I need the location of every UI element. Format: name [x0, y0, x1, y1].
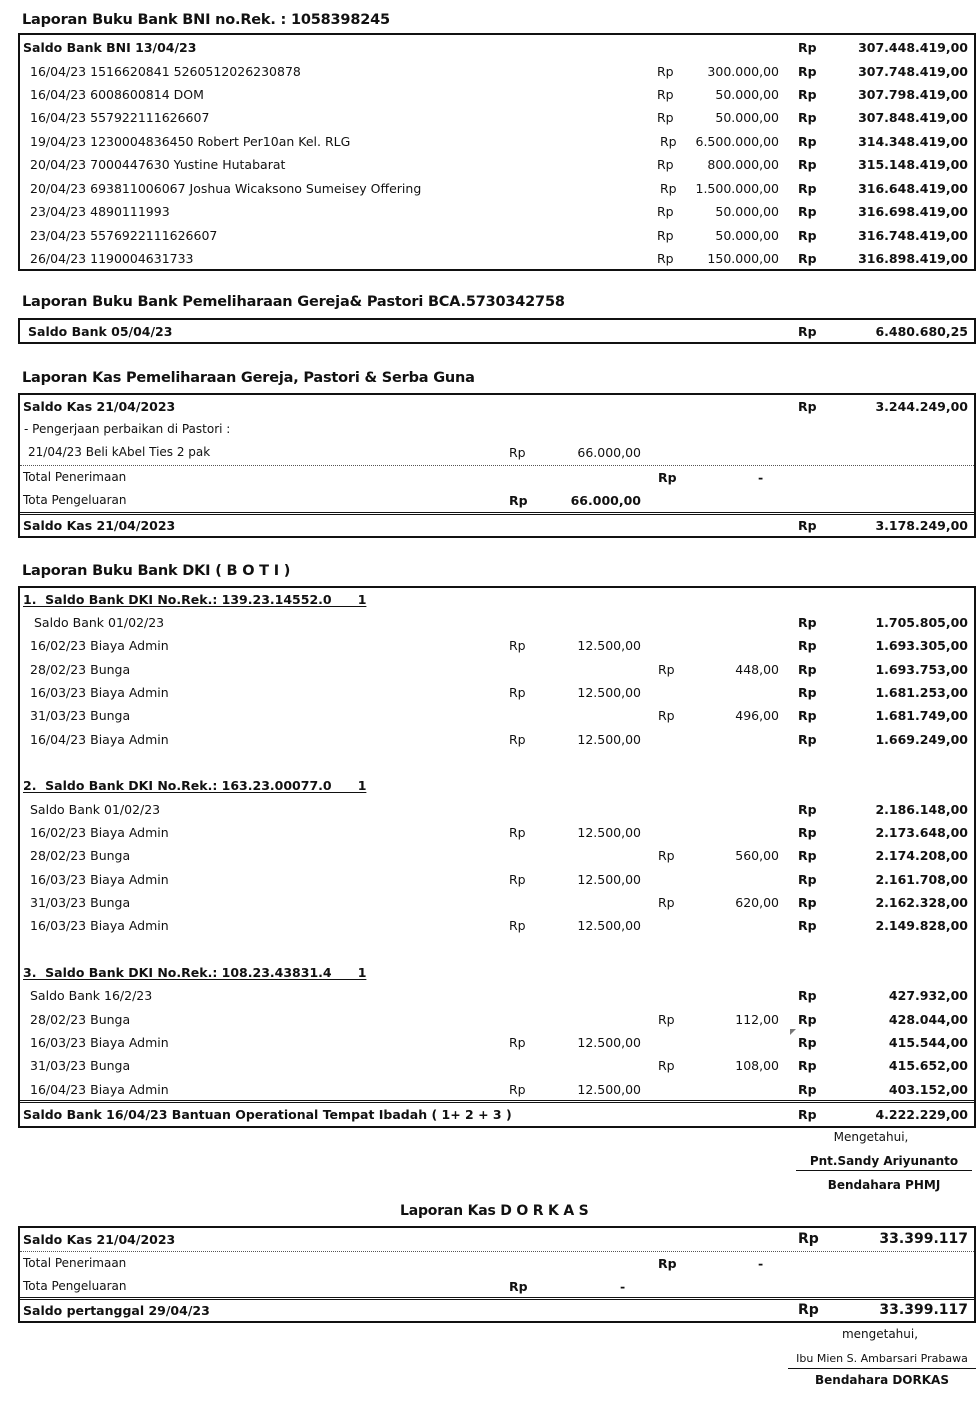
- balance-value: 307.798.419,00: [858, 87, 968, 102]
- balance-value: 2.174.208,00: [875, 848, 968, 863]
- balance-value: 307.848.419,00: [858, 110, 968, 125]
- debit-value: 12.500,00: [577, 918, 641, 933]
- table-row: [20, 200, 974, 223]
- amount-value: 150.000,00: [707, 251, 779, 266]
- currency-label: Rp: [798, 615, 817, 630]
- table-row: [20, 1078, 974, 1101]
- credit-value: 560,00: [735, 848, 779, 863]
- currency-label: Rp: [657, 228, 674, 243]
- bni-opening-row: [20, 36, 974, 59]
- currency-label: Rp: [660, 181, 677, 196]
- currency-label: Rp: [509, 825, 526, 840]
- balance-value: 316.698.419,00: [858, 204, 968, 219]
- currency-label: Rp: [798, 518, 817, 533]
- row-description: 23/04/23 4890111993: [30, 204, 170, 219]
- table-row: [20, 704, 974, 727]
- table-row: [20, 1054, 974, 1077]
- table-row: [20, 914, 974, 937]
- currency-label: Rp: [798, 40, 817, 55]
- debit-value: 12.500,00: [577, 732, 641, 747]
- credit-value: 108,00: [735, 1058, 779, 1073]
- closing-label: Saldo Kas 21/04/2023: [23, 518, 176, 533]
- row-description: 16/04/23 Biaya Admin: [30, 732, 169, 747]
- currency-label: Rp: [798, 110, 817, 125]
- amount-value: 1.500.000,00: [695, 181, 779, 196]
- total-penerimaan-row: [20, 1252, 974, 1275]
- balance-value: 316.648.419,00: [858, 181, 968, 196]
- currency-label: Rp: [658, 708, 675, 723]
- account-header: 1. Saldo Bank DKI No.Rek.: 139.23.14552.0 1: [23, 592, 367, 607]
- table-row: [20, 153, 974, 176]
- table-row: [20, 984, 974, 1007]
- balance-value: 415.652,00: [888, 1058, 968, 1073]
- row-description: 28/02/23 Bunga: [30, 662, 131, 677]
- total-pengeluaran-row: [20, 1275, 974, 1298]
- row-description: 23/04/23 5576922111626607: [30, 228, 218, 243]
- balance-value: 1.693.753,00: [875, 662, 968, 677]
- total-label: Total Penerimaan: [23, 1256, 127, 1270]
- currency-label: Rp: [509, 732, 526, 747]
- currency-label: Rp: [657, 251, 674, 266]
- debit-value: 12.500,00: [577, 1082, 641, 1097]
- currency-label: Rp: [798, 134, 817, 149]
- dki-closing-row: [20, 1103, 974, 1126]
- row-description: 20/04/23 693811006067 Joshua Wicaksono Sumeisey Offering: [30, 181, 422, 196]
- balance-value: 314.348.419,00: [858, 134, 968, 149]
- row-description: 19/04/23 1230004836450 Robert Per10an Kel. RLG: [30, 134, 351, 149]
- currency-label: Rp: [509, 1035, 526, 1050]
- phmj-signatory-role: Bendahara PHMJ: [827, 1178, 941, 1192]
- debit-value: 12.500,00: [577, 825, 641, 840]
- row-description: 20/04/23 7000447630 Yustine Hutabarat: [30, 157, 286, 172]
- balance-value: 2.186.148,00: [875, 802, 968, 817]
- currency-label: Rp: [509, 493, 528, 508]
- balance-value: 33.399.117: [879, 1231, 968, 1247]
- table-row: [20, 130, 974, 153]
- currency-label: Rp: [657, 64, 674, 79]
- row-description: 21/04/23 Beli kAbel Ties 2 pak: [28, 445, 211, 459]
- balance-value: 3.178.249,00: [875, 518, 968, 533]
- table-row: [20, 728, 974, 751]
- row-description: 16/03/23 Biaya Admin: [30, 685, 169, 700]
- balance-value: 403.152,00: [888, 1082, 968, 1097]
- opening-label: Saldo Kas 21/04/2023: [23, 1232, 176, 1247]
- currency-label: Rp: [798, 181, 817, 196]
- row-description: 16/03/23 Biaya Admin: [30, 1035, 169, 1050]
- currency-label: Rp: [509, 918, 526, 933]
- table-row: [20, 247, 974, 270]
- currency-label: Rp: [798, 324, 817, 339]
- phmj-acknowledge-text: Mengetahui,: [833, 1130, 909, 1144]
- currency-label: Rp: [798, 1012, 817, 1027]
- balance-value: 1.705.805,00: [875, 615, 968, 630]
- balance-value: 1.681.749,00: [875, 708, 968, 723]
- balance-value: 316.898.419,00: [858, 251, 968, 266]
- debit-value: 12.500,00: [577, 1035, 641, 1050]
- opening-label: Saldo Bank BNI 13/04/23: [23, 40, 197, 55]
- balance-value: 6.480.680,25: [875, 324, 968, 339]
- credit-value: 496,00: [735, 708, 779, 723]
- balance-value: 307.448.419,00: [858, 40, 968, 55]
- currency-label: Rp: [798, 1035, 817, 1050]
- opening-label: Saldo Bank 01/02/23: [30, 802, 161, 817]
- currency-label: Rp: [798, 1082, 817, 1097]
- currency-label: Rp: [798, 1231, 819, 1247]
- currency-label: Rp: [798, 918, 817, 933]
- currency-label: Rp: [798, 802, 817, 817]
- total-pengeluaran-row: [20, 489, 974, 512]
- balance-value: 3.244.249,00: [875, 399, 968, 414]
- currency-label: Rp: [658, 848, 675, 863]
- balance-value: 33.399.117: [879, 1302, 968, 1318]
- row-description: 31/03/23 Bunga: [30, 708, 131, 723]
- kas-note-row: [20, 418, 974, 441]
- currency-label: Rp: [657, 157, 674, 172]
- balance-value: 2.162.328,00: [875, 895, 968, 910]
- dorkas-table: [18, 1226, 976, 1323]
- currency-label: Rp: [798, 848, 817, 863]
- bni-section-title: Laporan Buku Bank BNI no.Rek. : 1058398245: [22, 12, 390, 28]
- currency-label: Rp: [798, 638, 817, 653]
- currency-label: Rp: [658, 470, 677, 485]
- balance-value: 2.173.648,00: [875, 825, 968, 840]
- amount-value: 66.000,00: [570, 493, 641, 508]
- balance-value: 1.681.253,00: [875, 685, 968, 700]
- amount-value: 6.500.000,00: [695, 134, 779, 149]
- account-header: 2. Saldo Bank DKI No.Rek.: 163.23.00077.0 1: [23, 778, 367, 793]
- currency-label: Rp: [658, 662, 675, 677]
- row-description: 16/04/23 6008600814 DOM: [30, 87, 204, 102]
- table-row: [20, 224, 974, 247]
- balance-value: 1.693.305,00: [875, 638, 968, 653]
- currency-label: Rp: [509, 445, 526, 460]
- currency-label: Rp: [657, 204, 674, 219]
- dki-account-3-header: [20, 961, 974, 984]
- currency-label: Rp: [657, 87, 674, 102]
- amount-value: 50.000,00: [715, 204, 779, 219]
- amount-value: 66.000,00: [577, 445, 641, 460]
- row-description: 16/04/23 557922111626607: [30, 110, 210, 125]
- table-row: [20, 441, 974, 464]
- table-row: [20, 891, 974, 914]
- total-label: Tota Pengeluaran: [23, 1279, 127, 1293]
- row-description: 28/02/23 Bunga: [30, 1012, 131, 1027]
- dorkas-section-title: Laporan Kas D O R K A S: [400, 1203, 589, 1219]
- note-text: - Pengerjaan perbaikan di Pastori :: [24, 422, 231, 436]
- currency-label: Rp: [798, 157, 817, 172]
- table-row: [20, 83, 974, 106]
- currency-label: Rp: [798, 1058, 817, 1073]
- opening-label: Saldo Bank 01/02/23: [34, 615, 165, 630]
- row-description: 26/04/23 1190004631733: [30, 251, 194, 266]
- balance-value: 415.544,00: [888, 1035, 968, 1050]
- bni-table: [18, 33, 976, 271]
- amount-value: -: [758, 1256, 764, 1271]
- amount-value: 300.000,00: [707, 64, 779, 79]
- currency-label: Rp: [798, 685, 817, 700]
- row-description: 16/02/23 Biaya Admin: [30, 638, 169, 653]
- table-row: [20, 60, 974, 83]
- currency-label: Rp: [509, 1082, 526, 1097]
- total-label: Total Penerimaan: [23, 470, 127, 484]
- table-row: [20, 681, 974, 704]
- opening-label: Saldo Kas 21/04/2023: [23, 399, 176, 414]
- credit-value: 448,00: [735, 662, 779, 677]
- debit-value: 12.500,00: [577, 685, 641, 700]
- currency-label: Rp: [798, 1107, 817, 1122]
- balance-value: 428.044,00: [888, 1012, 968, 1027]
- currency-label: Rp: [509, 685, 526, 700]
- kas-pemeliharaan-table: [18, 393, 976, 538]
- table-row: [20, 177, 974, 200]
- balance-value: 4.222.229,00: [875, 1107, 968, 1122]
- table-row: [20, 868, 974, 891]
- dki-account-2-header: [20, 774, 974, 797]
- currency-label: Rp: [509, 1279, 528, 1294]
- phmj-signatory-name: Pnt.Sandy Ariyunanto: [796, 1154, 972, 1171]
- row-description: 16/04/23 Biaya Admin: [30, 1082, 169, 1097]
- currency-label: Rp: [798, 251, 817, 266]
- total-penerimaan-row: [20, 466, 974, 489]
- currency-label: Rp: [798, 825, 817, 840]
- opening-label: Saldo Bank 05/04/23: [28, 324, 173, 339]
- balance-value: 2.161.708,00: [875, 872, 968, 887]
- amount-value: -: [620, 1279, 626, 1294]
- currency-label: Rp: [658, 1058, 675, 1073]
- row-description: 16/03/23 Biaya Admin: [30, 872, 169, 887]
- dki-account-1-header: [20, 588, 974, 611]
- table-row: [20, 634, 974, 657]
- row-description: 16/02/23 Biaya Admin: [30, 825, 169, 840]
- table-row: [20, 106, 974, 129]
- dorkas-acknowledge-text: mengetahui,: [841, 1327, 919, 1341]
- currency-label: Rp: [798, 872, 817, 887]
- currency-label: Rp: [798, 1302, 819, 1318]
- balance-value: 315.148.419,00: [858, 157, 968, 172]
- opening-label: Saldo Bank 16/2/23: [30, 988, 153, 1003]
- dorkas-opening-row: [20, 1228, 974, 1251]
- balance-value: 427.932,00: [888, 988, 968, 1003]
- row-description: 31/03/23 Bunga: [30, 895, 131, 910]
- currency-label: Rp: [798, 895, 817, 910]
- balance-value: 1.669.249,00: [875, 732, 968, 747]
- credit-value: 620,00: [735, 895, 779, 910]
- row-description: 28/02/23 Bunga: [30, 848, 131, 863]
- amount-value: 50.000,00: [715, 110, 779, 125]
- table-row: [20, 1008, 974, 1031]
- balance-value: 2.149.828,00: [875, 918, 968, 933]
- currency-label: Rp: [798, 662, 817, 677]
- table-row: [20, 844, 974, 867]
- bca-opening-row: [20, 320, 974, 343]
- dki-section-title: Laporan Buku Bank DKI ( B O T I ): [22, 563, 291, 579]
- row-description: 16/03/23 Biaya Admin: [30, 918, 169, 933]
- balance-value: 307.748.419,00: [858, 64, 968, 79]
- currency-label: Rp: [798, 64, 817, 79]
- currency-label: Rp: [509, 638, 526, 653]
- table-row: [20, 798, 974, 821]
- kas-pemeliharaan-section-title: Laporan Kas Pemeliharaan Gereja, Pastori & Serba Guna: [22, 370, 475, 386]
- currency-label: Rp: [798, 228, 817, 243]
- table-row: [20, 658, 974, 681]
- table-row: [20, 821, 974, 844]
- kas-closing-row: [20, 514, 974, 537]
- amount-value: 50.000,00: [715, 228, 779, 243]
- currency-label: Rp: [658, 1012, 675, 1027]
- currency-label: Rp: [798, 708, 817, 723]
- dki-table: [18, 586, 976, 1128]
- closing-label: Saldo pertanggal 29/04/23: [23, 1303, 210, 1318]
- currency-label: Rp: [798, 988, 817, 1003]
- currency-label: Rp: [798, 204, 817, 219]
- amount-value: 800.000,00: [707, 157, 779, 172]
- dorkas-signatory-name: Ibu Mien S. Ambarsari Prabawa: [788, 1352, 976, 1369]
- currency-label: Rp: [660, 134, 677, 149]
- currency-label: Rp: [658, 1256, 677, 1271]
- bca-section-title: Laporan Buku Bank Pemeliharaan Gereja& Pastori BCA.5730342758: [22, 294, 565, 310]
- dorkas-signatory-role: Bendahara DORKAS: [815, 1373, 949, 1387]
- debit-value: 12.500,00: [577, 872, 641, 887]
- currency-label: Rp: [657, 110, 674, 125]
- kas-opening-row: [20, 395, 974, 418]
- amount-value: -: [758, 470, 764, 485]
- credit-value: 112,00: [735, 1012, 779, 1027]
- currency-label: Rp: [798, 732, 817, 747]
- dorkas-closing-row: [20, 1299, 974, 1322]
- bca-table: [18, 318, 976, 344]
- account-header: 3. Saldo Bank DKI No.Rek.: 108.23.43831.4 1: [23, 965, 367, 980]
- currency-label: Rp: [658, 895, 675, 910]
- currency-label: Rp: [798, 87, 817, 102]
- currency-label: Rp: [798, 399, 817, 414]
- debit-value: 12.500,00: [577, 638, 641, 653]
- balance-value: 316.748.419,00: [858, 228, 968, 243]
- table-row: [20, 611, 974, 634]
- closing-label: Saldo Bank 16/04/23 Bantuan Operational Tempat Ibadah ( 1+ 2 + 3 ): [23, 1107, 512, 1122]
- amount-value: 50.000,00: [715, 87, 779, 102]
- row-description: 16/04/23 1516620841 5260512026230878: [30, 64, 301, 79]
- row-description: 31/03/23 Bunga: [30, 1058, 131, 1073]
- currency-label: Rp: [509, 872, 526, 887]
- table-row: [20, 1031, 974, 1054]
- total-label: Tota Pengeluaran: [23, 493, 127, 507]
